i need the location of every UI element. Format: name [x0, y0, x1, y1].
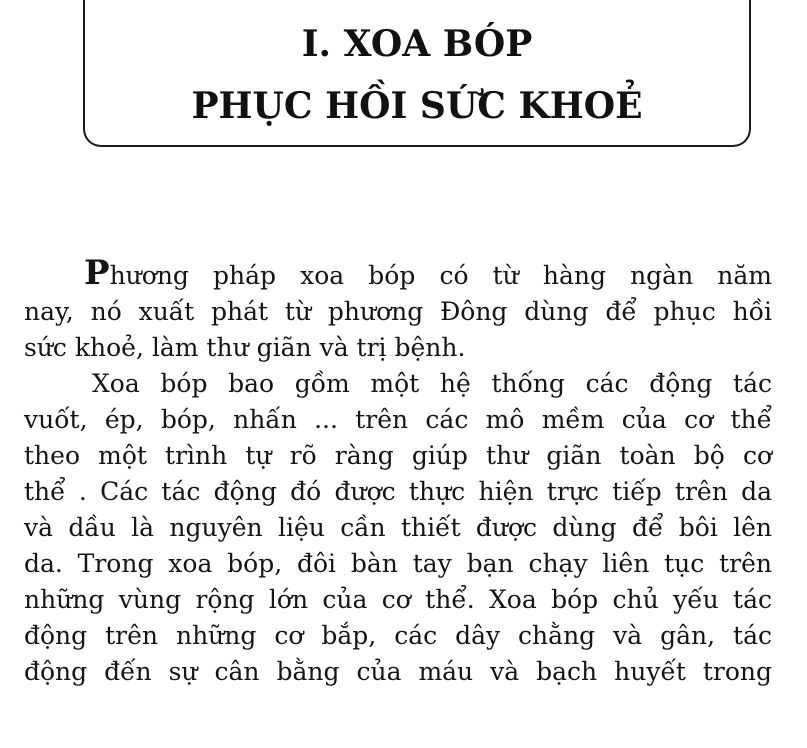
- paragraph-1: [24, 253, 772, 366]
- paragraph-line: động đến sự cân bằng của máu và bạch huyết trong: [24, 657, 772, 686]
- paragraph-line: động trên những cơ bắp, các dây chằng và gân, tác: [24, 621, 772, 650]
- paragraph-line: và dầu là nguyên liệu cần thiết được dùng để bôi lên: [24, 513, 772, 542]
- body-text: [24, 253, 772, 690]
- chapter-title-box: [83, 0, 751, 147]
- drop-cap: P: [84, 253, 110, 293]
- paragraph-2: [24, 366, 772, 690]
- chapter-title-line-1: I. XOA BÓP: [301, 23, 533, 65]
- paragraph-line-text: hương pháp xoa bóp có từ hàng ngàn năm: [109, 261, 772, 290]
- paragraph-line: sức khoẻ, làm thư giãn và trị bệnh.: [24, 333, 466, 362]
- paragraph-line: những vùng rộng lớn của cơ thể. Xoa bóp chủ yếu tác: [24, 585, 772, 614]
- paragraph-line: da. Trong xoa bóp, đôi bàn tay bạn chạy liên tục trên: [24, 549, 772, 578]
- paragraph-line: Xoa bóp bao gồm một hệ thống các động tác: [92, 369, 772, 398]
- paragraph-line: nay, nó xuất phát từ phương Đông dùng để phục hồi: [24, 297, 772, 326]
- paragraph-line: [24, 253, 772, 294]
- paragraph-line: thể . Các tác động đó được thực hiện trực tiếp trên da: [24, 477, 772, 506]
- paragraph-line: theo một trình tự rõ ràng giúp thư giãn toàn bộ cơ: [24, 441, 772, 470]
- chapter-title-line-2: PHỤC HỒI SỨC KHOẺ: [191, 85, 643, 127]
- paragraph-line: vuốt, ép, bóp, nhấn ... trên các mô mềm của cơ thể: [24, 405, 772, 434]
